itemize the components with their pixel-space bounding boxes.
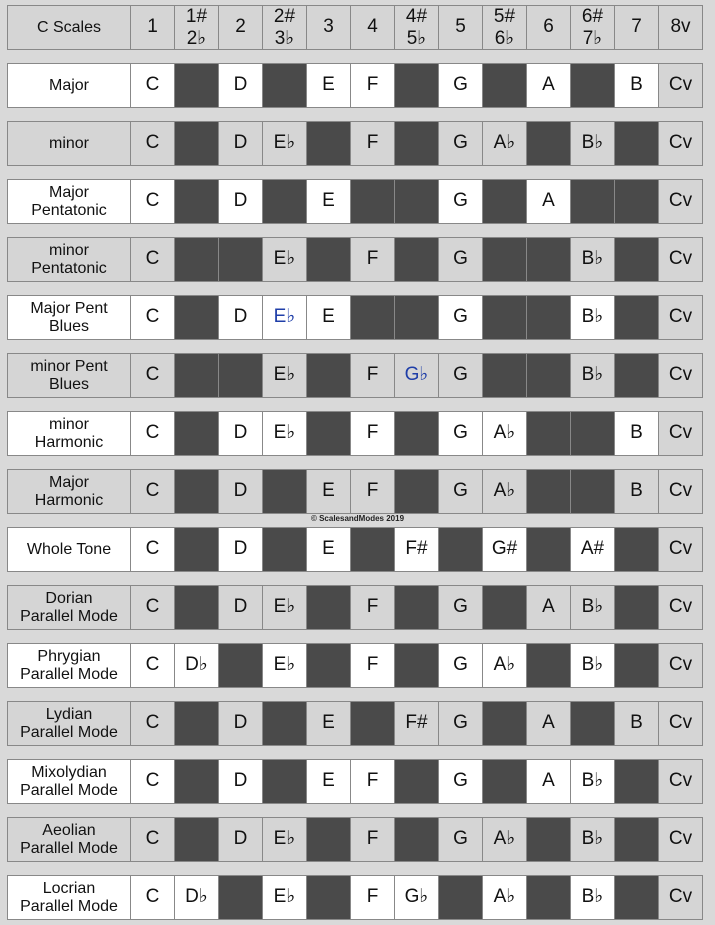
empty-cell [174, 63, 219, 108]
empty-cell [394, 759, 439, 804]
scale-row [7, 875, 709, 920]
empty-cell [306, 411, 351, 456]
header-col: 4 [350, 5, 395, 50]
note-cell: A [526, 585, 571, 630]
note-cell: E♭ [262, 237, 307, 282]
empty-cell [218, 353, 263, 398]
empty-cell [218, 643, 263, 688]
scale-name: Mixolydian Parallel Mode [7, 759, 131, 804]
header-col: 4# 5♭ [394, 5, 439, 50]
note-cell: Cv [658, 817, 703, 862]
empty-cell [174, 179, 219, 224]
empty-cell [482, 585, 527, 630]
empty-cell [174, 237, 219, 282]
note-cell: E♭ [262, 643, 307, 688]
note-cell: D [218, 179, 263, 224]
note-cell: F# [394, 527, 439, 572]
note-cell: C [130, 63, 175, 108]
empty-cell [174, 469, 219, 514]
note-cell: C [130, 585, 175, 630]
empty-cell [526, 295, 571, 340]
empty-cell [262, 179, 307, 224]
note-cell: E♭ [262, 295, 307, 340]
note-cell: G [438, 817, 483, 862]
note-cell: A♭ [482, 121, 527, 166]
note-cell: D♭ [174, 875, 219, 920]
empty-cell [306, 585, 351, 630]
note-cell: Cv [658, 585, 703, 630]
note-cell: Cv [658, 527, 703, 572]
empty-cell [394, 585, 439, 630]
note-cell: E [306, 469, 351, 514]
empty-cell [570, 411, 615, 456]
note-cell: E♭ [262, 121, 307, 166]
empty-cell [614, 295, 659, 340]
note-cell: F [350, 121, 395, 166]
empty-cell [306, 643, 351, 688]
note-cell: F [350, 237, 395, 282]
empty-cell [614, 237, 659, 282]
empty-cell [614, 643, 659, 688]
note-cell: Cv [658, 295, 703, 340]
empty-cell [570, 63, 615, 108]
scale-name: Major Pent Blues [7, 295, 131, 340]
empty-cell [394, 643, 439, 688]
empty-cell [350, 295, 395, 340]
note-cell: E♭ [262, 875, 307, 920]
note-cell: D [218, 817, 263, 862]
note-cell: Cv [658, 875, 703, 920]
empty-cell [482, 701, 527, 746]
empty-cell [262, 701, 307, 746]
note-cell: Cv [658, 643, 703, 688]
empty-cell [526, 237, 571, 282]
empty-cell [614, 353, 659, 398]
note-cell: E♭ [262, 353, 307, 398]
note-cell: E♭ [262, 817, 307, 862]
header-col: 1 [130, 5, 175, 50]
empty-cell [394, 411, 439, 456]
note-cell: F [350, 469, 395, 514]
empty-cell [614, 817, 659, 862]
empty-cell [306, 121, 351, 166]
note-cell: B♭ [570, 585, 615, 630]
note-cell: F [350, 63, 395, 108]
note-cell: G [438, 295, 483, 340]
note-cell: B♭ [570, 237, 615, 282]
empty-cell [394, 295, 439, 340]
note-cell: B♭ [570, 817, 615, 862]
scale-name: Major Harmonic [7, 469, 131, 514]
note-cell: G [438, 63, 483, 108]
note-cell: F [350, 585, 395, 630]
note-cell: C [130, 353, 175, 398]
header-col: 6 [526, 5, 571, 50]
note-cell: Cv [658, 469, 703, 514]
empty-cell [482, 179, 527, 224]
empty-cell [174, 817, 219, 862]
scale-row [7, 527, 709, 572]
note-cell: C [130, 469, 175, 514]
note-cell: Cv [658, 121, 703, 166]
note-cell: G [438, 121, 483, 166]
note-cell: G [438, 237, 483, 282]
empty-cell [526, 817, 571, 862]
note-cell: C [130, 411, 175, 456]
empty-cell [174, 701, 219, 746]
scale-row [7, 469, 709, 514]
scale-row [7, 411, 709, 456]
empty-cell [174, 353, 219, 398]
empty-cell [174, 121, 219, 166]
empty-cell [482, 295, 527, 340]
note-cell: E [306, 295, 351, 340]
scale-row [7, 63, 709, 108]
empty-cell [262, 527, 307, 572]
empty-cell [614, 527, 659, 572]
note-cell: G♭ [394, 353, 439, 398]
header-col: 2 [218, 5, 263, 50]
note-cell: Cv [658, 411, 703, 456]
note-cell: E [306, 759, 351, 804]
empty-cell [570, 179, 615, 224]
empty-cell [570, 469, 615, 514]
empty-cell [306, 875, 351, 920]
scale-row [7, 817, 709, 862]
empty-cell [614, 121, 659, 166]
note-cell: A♭ [482, 875, 527, 920]
header-row [7, 5, 709, 50]
note-cell: B♭ [570, 295, 615, 340]
empty-cell [614, 179, 659, 224]
empty-cell [262, 63, 307, 108]
note-cell: D [218, 759, 263, 804]
note-cell: E [306, 63, 351, 108]
note-cell: B♭ [570, 875, 615, 920]
empty-cell [482, 353, 527, 398]
note-cell: B [614, 469, 659, 514]
note-cell: Cv [658, 759, 703, 804]
note-cell: E [306, 527, 351, 572]
scale-name: Dorian Parallel Mode [7, 585, 131, 630]
note-cell: G [438, 179, 483, 224]
note-cell: C [130, 875, 175, 920]
empty-cell [394, 121, 439, 166]
note-cell: Cv [658, 179, 703, 224]
note-cell: C [130, 179, 175, 224]
empty-cell [526, 353, 571, 398]
note-cell: A♭ [482, 817, 527, 862]
scale-name: minor Pentatonic [7, 237, 131, 282]
scale-name: Major [7, 63, 131, 108]
note-cell: C [130, 701, 175, 746]
scale-name: minor Harmonic [7, 411, 131, 456]
scale-row [7, 121, 709, 166]
note-cell: B [614, 411, 659, 456]
empty-cell [174, 411, 219, 456]
note-cell: B [614, 701, 659, 746]
empty-cell [526, 469, 571, 514]
note-cell: D [218, 411, 263, 456]
scale-name: Phrygian Parallel Mode [7, 643, 131, 688]
header-col: 2# 3♭ [262, 5, 307, 50]
note-cell: Cv [658, 237, 703, 282]
note-cell: C [130, 121, 175, 166]
empty-cell [350, 527, 395, 572]
empty-cell [174, 585, 219, 630]
scale-name: Lydian Parallel Mode [7, 701, 131, 746]
note-cell: D [218, 121, 263, 166]
scale-row [7, 759, 709, 804]
note-cell: F# [394, 701, 439, 746]
note-cell: C [130, 817, 175, 862]
note-cell: F [350, 817, 395, 862]
note-cell: Cv [658, 353, 703, 398]
scale-row [7, 179, 709, 224]
note-cell: D♭ [174, 643, 219, 688]
scale-name: minor Pent Blues [7, 353, 131, 398]
empty-cell [526, 411, 571, 456]
header-col: 7 [614, 5, 659, 50]
note-cell: D [218, 295, 263, 340]
empty-cell [350, 701, 395, 746]
note-cell: G [438, 353, 483, 398]
note-cell: D [218, 63, 263, 108]
note-cell: G# [482, 527, 527, 572]
note-cell: C [130, 237, 175, 282]
scale-name: Whole Tone [7, 527, 131, 572]
note-cell: Cv [658, 63, 703, 108]
note-cell: B♭ [570, 759, 615, 804]
empty-cell [482, 237, 527, 282]
note-cell: F [350, 411, 395, 456]
note-cell: E♭ [262, 411, 307, 456]
empty-cell [262, 759, 307, 804]
note-cell: G [438, 585, 483, 630]
note-cell: G♭ [394, 875, 439, 920]
empty-cell [306, 817, 351, 862]
empty-cell [174, 527, 219, 572]
empty-cell [394, 817, 439, 862]
scale-name: Aeolian Parallel Mode [7, 817, 131, 862]
note-cell: C [130, 527, 175, 572]
note-cell: G [438, 643, 483, 688]
empty-cell [438, 875, 483, 920]
note-cell: Cv [658, 701, 703, 746]
header-col: 5 [438, 5, 483, 50]
note-cell: F [350, 875, 395, 920]
header-col: 3 [306, 5, 351, 50]
note-cell: D [218, 701, 263, 746]
empty-cell [526, 643, 571, 688]
header-col: 1# 2♭ [174, 5, 219, 50]
empty-cell [394, 179, 439, 224]
empty-cell [262, 469, 307, 514]
empty-cell [394, 237, 439, 282]
scale-row [7, 585, 709, 630]
empty-cell [614, 875, 659, 920]
empty-cell [614, 759, 659, 804]
note-cell: G [438, 701, 483, 746]
empty-cell [394, 469, 439, 514]
note-cell: C [130, 759, 175, 804]
header-col: 5# 6♭ [482, 5, 527, 50]
note-cell: A [526, 63, 571, 108]
note-cell: E [306, 179, 351, 224]
empty-cell [174, 759, 219, 804]
scale-row [7, 237, 709, 282]
note-cell: A [526, 701, 571, 746]
header-label: C Scales [7, 5, 131, 50]
note-cell: D [218, 527, 263, 572]
empty-cell [526, 121, 571, 166]
note-cell: G [438, 411, 483, 456]
note-cell: F [350, 643, 395, 688]
scale-row [7, 643, 709, 688]
note-cell: G [438, 469, 483, 514]
note-cell: B [614, 63, 659, 108]
note-cell: A [526, 179, 571, 224]
copyright-notice: © ScalesandModes 2019 [310, 514, 405, 523]
note-cell: C [130, 643, 175, 688]
note-cell: D [218, 469, 263, 514]
note-cell: B♭ [570, 353, 615, 398]
scale-name: minor [7, 121, 131, 166]
note-cell: B♭ [570, 643, 615, 688]
empty-cell [306, 237, 351, 282]
empty-cell [570, 701, 615, 746]
empty-cell [526, 875, 571, 920]
empty-cell [350, 179, 395, 224]
empty-cell [482, 63, 527, 108]
scale-row [7, 295, 709, 340]
header-col: 8v [658, 5, 703, 50]
scale-name: Locrian Parallel Mode [7, 875, 131, 920]
note-cell: A♭ [482, 643, 527, 688]
note-cell: C [130, 295, 175, 340]
note-cell: A# [570, 527, 615, 572]
empty-cell [218, 237, 263, 282]
note-cell: E♭ [262, 585, 307, 630]
empty-cell [306, 353, 351, 398]
scale-row [7, 701, 709, 746]
note-cell: G [438, 759, 483, 804]
empty-cell [526, 527, 571, 572]
note-cell: A [526, 759, 571, 804]
scale-row [7, 353, 709, 398]
empty-cell [614, 585, 659, 630]
note-cell: A♭ [482, 411, 527, 456]
note-cell: F [350, 353, 395, 398]
note-cell: F [350, 759, 395, 804]
note-cell: D [218, 585, 263, 630]
scale-name: Major Pentatonic [7, 179, 131, 224]
empty-cell [394, 63, 439, 108]
empty-cell [438, 527, 483, 572]
empty-cell [482, 759, 527, 804]
note-cell: B♭ [570, 121, 615, 166]
note-cell: E [306, 701, 351, 746]
empty-cell [218, 875, 263, 920]
empty-cell [174, 295, 219, 340]
header-col: 6# 7♭ [570, 5, 615, 50]
note-cell: A♭ [482, 469, 527, 514]
